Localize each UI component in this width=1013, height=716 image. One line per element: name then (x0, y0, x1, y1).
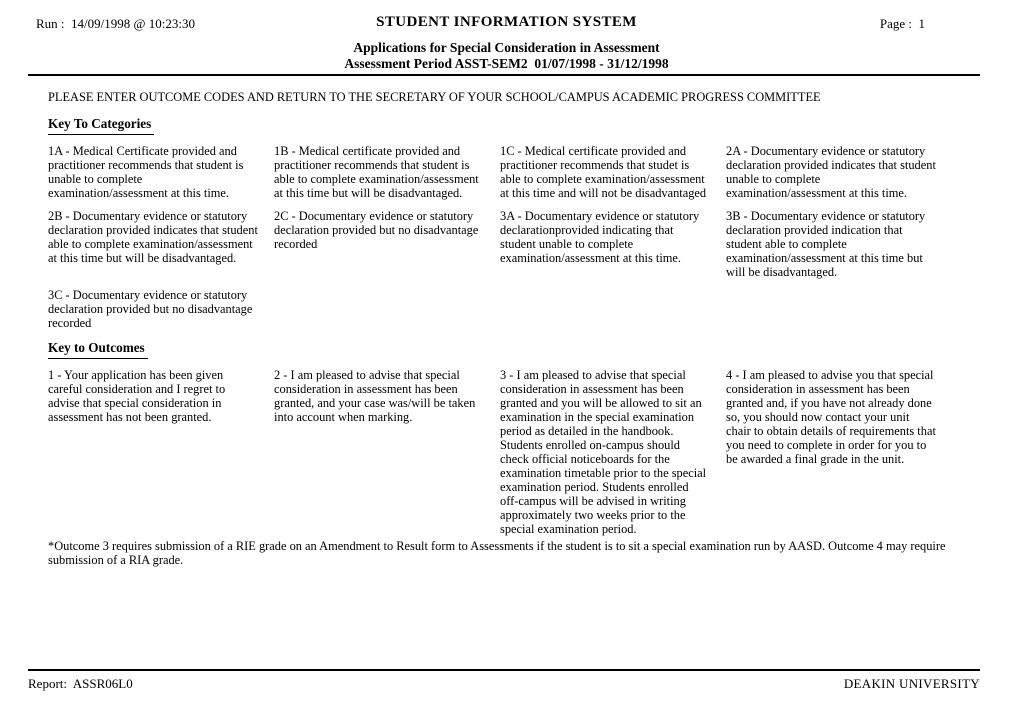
instruction-text: PLEASE ENTER OUTCOME CODES AND RETURN TO THE SECRETARY OF YOUR SCHOOL/CAMPUS ACADEMIC PROGRESS COMMITTEE (48, 90, 821, 104)
category-item-3c: 3C - Documentary evidence or statutory declaration provided but no disadvantage recorded (48, 288, 253, 330)
report-title: STUDENT INFORMATION SYSTEM (376, 14, 637, 30)
subtitle-line-2: Assessment Period ASST-SEM2 01/07/1998 - 31/12/1998 (344, 56, 669, 71)
outcome-item-3: 3 - I am pleased to advise that special consideration in assessment has been granted and you will be allowed to sit an examination in the special examination period as detailed in the handbook. Students enrolled on-campus should check official noticeboards for the examination timetable prior to the special examination period. Students enrolled off-campus will be advised in writing approximately two weeks prior to the special examination period. (500, 368, 707, 536)
category-item-2b: 2B - Documentary evidence or statutory declaration provided indicates that student able to complete examination/assessment at this time but will be disadvantaged. (48, 209, 258, 265)
outcomes-heading-row (48, 341, 953, 359)
category-item-1a: 1A - Medical Certificate provided and practitioner recommends that student is unable to complete examination/assessment at this time. (48, 144, 244, 200)
header-divider (28, 74, 980, 76)
outcomes-heading: Key to Outcomes (48, 341, 148, 359)
category-item-2a: 2A - Documentary evidence or statutory declaration provided indicates that student unable to complete examination/assessment at this time. (726, 144, 936, 200)
outcomes-grid (48, 368, 936, 536)
report-code: Report: ASSR06L0 (28, 676, 133, 691)
category-item-3a: 3A - Documentary evidence or statutory declarationprovided indicating that student unable to complete examination/assessment at this time. (500, 209, 700, 265)
category-item-2c: 2C - Documentary evidence or statutory declaration provided but no disadvantage recorded (274, 209, 479, 251)
outcome-item-1: 1 - Your application has been given careful consideration and I regret to advise that special consideration in assessment has not been granted. (48, 368, 226, 424)
footer-divider (28, 669, 980, 671)
report-subtitle (0, 40, 1013, 72)
footnote-text: *Outcome 3 requires submission of a RIE grade on an Amendment to Result form to Assessments if the student is to sit a special examination run by AASD. Outcome 4 may require submission of a RIA grade. (48, 539, 946, 567)
categories-grid (48, 144, 936, 330)
categories-heading: Key To Categories (48, 117, 154, 135)
subtitle-line-1: Applications for Special Consideration in Assessment (353, 40, 660, 55)
categories-heading-row (48, 117, 953, 135)
category-item-1b: 1B - Medical certificate provided and practitioner recommends that student is able to complete examination/assessment at this time but will be disadvantaged. (274, 144, 479, 200)
outcome-item-4: 4 - I am pleased to advise you that special consideration in assessment has been granted and, if you have not already done so, you should now contact your unit chair to obtain details of requirements that you need to complete in order for you to be awarded a final grade in the unit. (726, 368, 936, 466)
run-timestamp: Run : 14/09/1998 @ 10:23:30 (36, 16, 195, 31)
category-item-1c: 1C - Medical certificate provided and practitioner recommends that studet is able to complete examination/assessment at this time and will not be disadvantaged (500, 144, 707, 200)
category-item-3b: 3B - Documentary evidence or statutory declaration provided indication that student able to complete examination/assessment at this time but will be disadvantaged. (726, 209, 926, 279)
report-body (48, 90, 953, 567)
outcome-item-2: 2 - I am pleased to advise that special consideration in assessment has been granted, and your case was/will be taken into account when marking. (274, 368, 476, 424)
university-name: DEAKIN UNIVERSITY (843, 676, 980, 691)
page-number: Page : 1 (879, 16, 925, 31)
